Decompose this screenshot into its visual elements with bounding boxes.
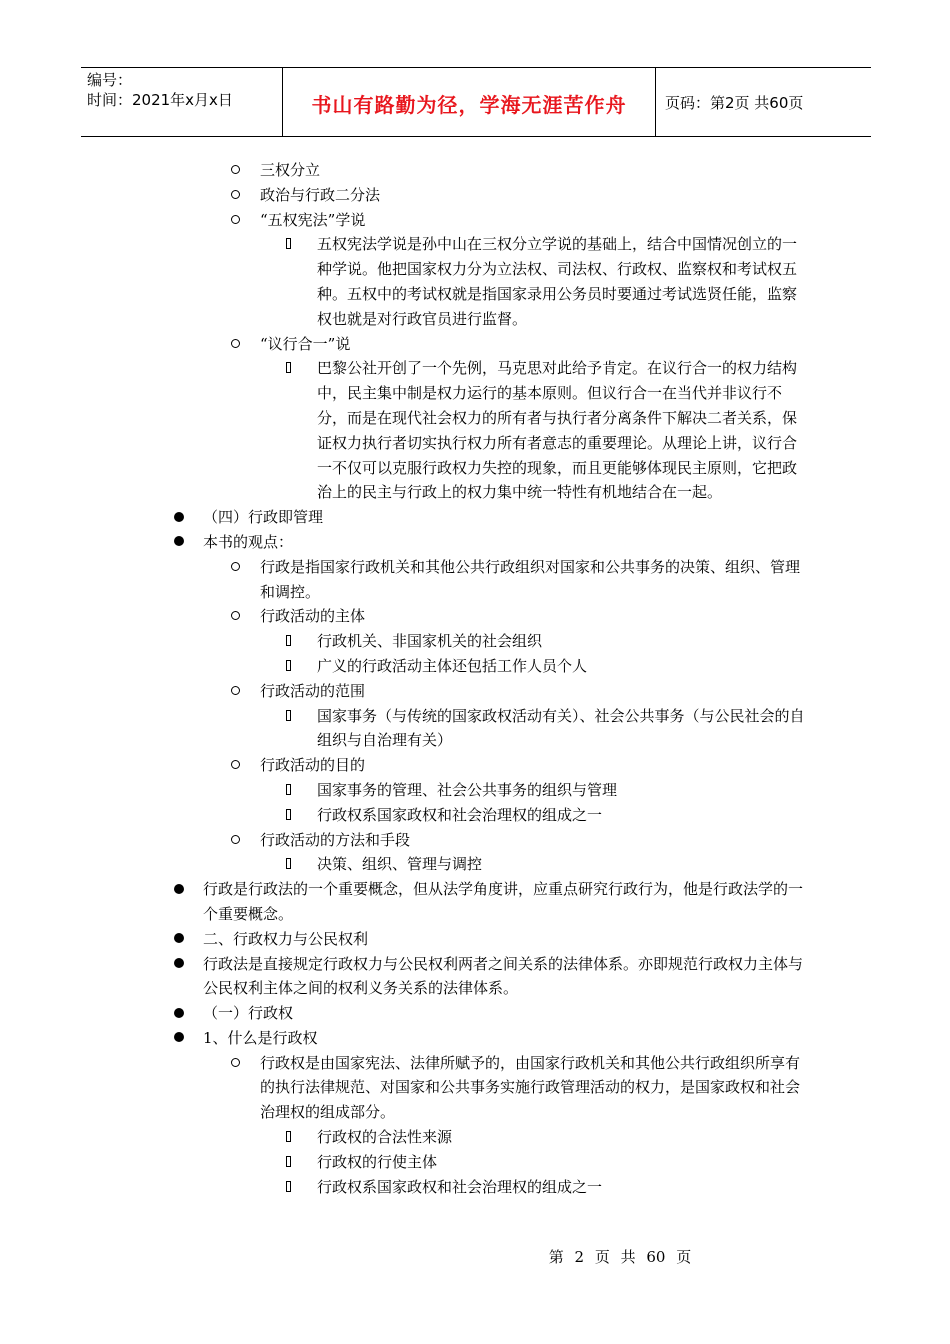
outline-item-text: 行政权是由国家宪法、法律所赋予的，由国家行政机关和其他公共行政组织所享有的执行法律规范、对国家和公共事务实施行政管理活动的权力，是国家政权和社会治理权的组成部分。: [260, 1053, 801, 1122]
page-number-label: 页码：第2页 共60页: [665, 94, 804, 112]
outline-item-level-2: [260, 158, 808, 183]
hollow-bullet-icon: [231, 183, 240, 208]
outline-item-level-1: [203, 877, 808, 927]
outline-item-text: 广义的行政活动主体还包括工作人员个人: [317, 656, 588, 675]
outline-item-level-2: [260, 604, 808, 629]
outline-item-level-3: [317, 852, 810, 877]
outline-item-level-3: [317, 1175, 810, 1200]
outline-item-level-2: [260, 555, 808, 605]
outline-item-text: 行政机关、非国家机关的社会组织: [317, 632, 543, 651]
outline-item-level-3: [317, 1150, 810, 1175]
outline-item-level-3: [317, 778, 810, 803]
square-bullet-icon: [286, 1125, 291, 1150]
header-motto: 书山有路勤为径，学海无涯苦作舟: [311, 93, 627, 117]
outline-item-level-3: [317, 704, 810, 754]
outline-item-level-2: [260, 753, 808, 778]
outline-item-text: 国家事务（与传统的国家政权活动有关）、社会公共事务（与公民社会的自组织与自治理有关）: [317, 706, 805, 750]
outline-item-level-3: [317, 356, 810, 505]
outline-item-level-3: [317, 629, 810, 654]
outline-item-level-2: [260, 679, 808, 704]
square-bullet-icon: [286, 629, 291, 654]
outline-item-level-3: [317, 1125, 810, 1150]
outline-item-level-1: [203, 530, 808, 555]
filled-bullet-icon: [174, 952, 184, 977]
outline-item-level-1: [203, 952, 808, 1002]
hollow-bullet-icon: [231, 679, 240, 704]
outline-item-text: 行政活动的方法和手段: [260, 830, 411, 849]
filled-bullet-icon: [174, 530, 184, 555]
outline-item-text: 行政活动的主体: [260, 607, 366, 626]
outline-item-level-1: [203, 1026, 808, 1051]
outline-item-text: 决策、组织、管理与调控: [317, 855, 483, 874]
hollow-bullet-icon: [231, 828, 240, 853]
outline-item-level-1: [203, 505, 808, 530]
outline-item-text: 三权分立: [260, 161, 321, 179]
filled-bullet-icon: [174, 505, 184, 530]
header-top-rule: [81, 67, 871, 68]
outline-item-text: “五权宪法”学说: [260, 210, 366, 229]
time-label: 时间：2021年x月x日: [87, 91, 233, 109]
filled-bullet-icon: [174, 1026, 184, 1051]
outline-item-level-1: [203, 1001, 808, 1026]
outline-item-text: 本书的观点：: [203, 532, 294, 551]
outline-item-level-2: [260, 332, 808, 357]
header-bottom-rule: [81, 136, 871, 137]
square-bullet-icon: [286, 803, 291, 828]
outline-item-text: 行政权的行使主体: [317, 1152, 438, 1171]
outline-item-text: 二、行政权力与公民权利: [203, 929, 369, 948]
outline-item-text: 行政权系国家政权和社会治理权的组成之一: [317, 1177, 603, 1196]
square-bullet-icon: [286, 1150, 291, 1175]
outline-item-text: 行政权的合法性来源: [317, 1128, 453, 1147]
outline-item-level-3: [317, 232, 810, 331]
outline-item-text: （一）行政权: [203, 1004, 294, 1023]
document-body: [0, 158, 950, 1199]
outline-item-text: “议行合一”说: [260, 334, 351, 353]
outline-item-level-2: [260, 1051, 808, 1125]
outline-item-text: 行政是指国家行政机关和其他公共行政组织对国家和公共事务的决策、组织、管理和调控。: [260, 557, 801, 601]
outline-item-text: 国家事务的管理、社会公共事务的组织与管理: [317, 780, 618, 799]
outline-item-text: 行政法是直接规定行政权力与公民权利两者之间关系的法律体系。亦即规范行政权力主体与公民权利主体之间的权利义务关系的法律体系。: [203, 954, 804, 998]
outline-item-text: 行政权系国家政权和社会治理权的组成之一: [317, 805, 603, 824]
outline-item-text: 行政活动的目的: [260, 756, 366, 775]
hollow-bullet-icon: [231, 1051, 240, 1076]
outline-item-text: （四）行政即管理: [203, 508, 324, 527]
number-label: 编号：: [87, 71, 133, 89]
filled-bullet-icon: [174, 1001, 184, 1026]
outline-item-level-3: [317, 654, 810, 679]
outline-item-level-2: [260, 183, 808, 208]
hollow-bullet-icon: [231, 208, 240, 233]
outline-item-text: 1、什么是行政权: [203, 1028, 318, 1047]
filled-bullet-icon: [174, 877, 184, 902]
outline-item-text: 行政是行政法的一个重要概念，但从法学角度讲，应重点研究行政行为，他是行政法学的一个重要概念。: [203, 880, 804, 923]
outline-item-text: 政治与行政二分法: [260, 185, 381, 204]
outline-item-level-3: [317, 803, 810, 828]
hollow-bullet-icon: [231, 158, 240, 183]
hollow-bullet-icon: [231, 753, 240, 778]
square-bullet-icon: [286, 704, 291, 729]
square-bullet-icon: [286, 852, 291, 877]
outline-item-text: 五权宪法学说是孙中山在三权分立学说的基础上，结合中国情况创立的一种学说。他把国家权力分为立法权、司法权、行政权、监察权和考试权五种。五权中的考试权就是指国家录用公务员时要通过考试选贤任能，监察权也就是对行政官员进行监督。: [317, 235, 798, 328]
filled-bullet-icon: [174, 927, 184, 952]
outline-item-level-2: [260, 828, 808, 853]
hollow-bullet-icon: [231, 332, 240, 357]
header-divider-right: [655, 67, 656, 137]
square-bullet-icon: [286, 654, 291, 679]
square-bullet-icon: [286, 1175, 291, 1200]
page-footer: 第 2 页 共 60 页: [548, 1248, 692, 1266]
hollow-bullet-icon: [231, 555, 240, 580]
page-header: [81, 67, 871, 137]
outline-item-text: 巴黎公社开创了一个先例，马克思对此给予肯定。在议行合一的权力结构中，民主集中制是权力运行的基本原则。但议行合一在当代并非议行不分，而是在现代社会权力的所有者与执行者分离条件下解决二者关系，保证权力执行者切实执行权力所有者意志的重要理论。从理论上讲，议行合一不仅可以克服行政权力失控的现象，而且更能够体现民主原则，它把政治上的民主与行政上的权力集中统一特性有机地结合在一起。: [317, 359, 798, 502]
outline-item-level-2: [260, 208, 808, 233]
hollow-bullet-icon: [231, 604, 240, 629]
square-bullet-icon: [286, 232, 291, 257]
outline-item-text: 行政活动的范围: [260, 681, 366, 700]
square-bullet-icon: [286, 356, 291, 381]
outline-item-level-1: [203, 927, 808, 952]
square-bullet-icon: [286, 778, 291, 803]
